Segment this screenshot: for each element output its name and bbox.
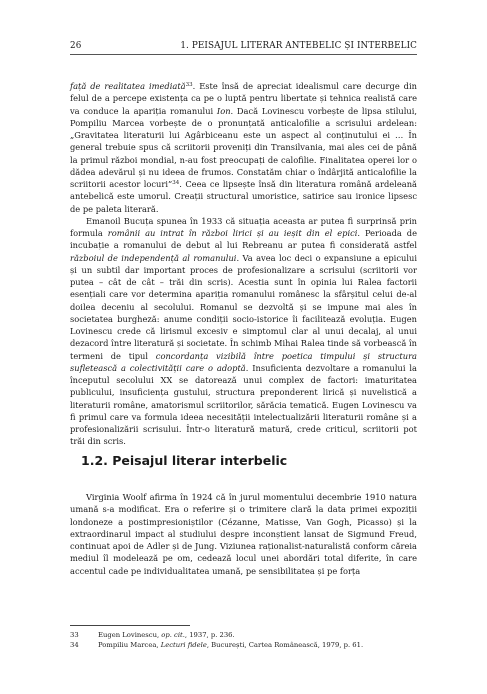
text-run: . Dacă Lovinescu vorbește de lipsa stilului, Pompiliu Marcea vorbește de o pronunțată anticalofilie a scrisului ardelean: „Gravitatea literaturii lui Agârbiceanu este un aspect al conținutului ei … În general trebuie spus că scriitorii proveniți din Transilvania, mai ales cei de până la primul război mondial, n-au fost preocupați de calofilie. Finalitatea operei lor o dădea adevărul și nu ideea de frumos. Constatăm chiar o îndârjită anticalofilie la scriitorii acestor locuri”	[70, 105, 417, 189]
footnote-divider	[70, 625, 190, 626]
footnote-text	[98, 630, 417, 640]
section-heading: 1.2. Peisajul literar interbelic	[81, 453, 288, 468]
italic-phrase: războiul de independență al romanului	[70, 252, 237, 263]
text-run: Eugen Lovinescu,	[98, 631, 162, 639]
text-run: . Perioada de incubație a romanului de debut al lui Rebreanu ar putea fi considerată astfel	[70, 228, 417, 251]
italic-phrase: op. cit.	[161, 631, 185, 639]
footnotes	[70, 630, 417, 650]
italic-phrase: concordanța vizibilă între poetica timpului și structura sufletească a colectivității care o adoptă	[70, 350, 417, 373]
italic-title: Lecturi fidele	[160, 641, 207, 649]
paragraph-2	[70, 215, 417, 448]
paragraph-1	[70, 80, 417, 215]
text-run: , București, Cartea Românească, 1979, p. 61.	[206, 641, 364, 649]
footnote-33	[70, 630, 417, 640]
text-run: . Ceea ce lipsește însă din literatura română ardeleană antebelică este umorul. Creații structural umoristice, satirice sau ironice lipsesc de pe paleta literară.	[70, 179, 417, 214]
footnote-text	[98, 640, 417, 650]
body-text	[70, 80, 417, 448]
italic-phrase: față de realitatea imediată	[70, 81, 186, 91]
footnote-34	[70, 640, 417, 650]
body-text-section	[70, 491, 417, 577]
running-header	[70, 41, 417, 55]
footnote-number: 34	[70, 641, 79, 649]
footnote-ref-34[interactable]: 34	[172, 180, 180, 186]
text-run: , 1937, p. 236.	[184, 631, 235, 639]
italic-phrase: românii au intrat în război lirici și au ieșit din el epici	[107, 228, 358, 238]
chapter-title: 1. PEISAJUL LITERAR ANTEBELIC ȘI INTERBELIC	[180, 41, 417, 51]
italic-title: Ion	[216, 105, 231, 116]
text-run: . Insuficienta dezvoltare a romanului la începutul secolului XX se datorează unui complex de factori: imaturitatea publicului, insuficiența gustului, structura preponderent lirică și nuvelistică a literaturii române, amatorismul scriitorilor, sărăcia tematică. Eugen Lovinescu va fi primul care va formula ideea necesității intelectualizării literaturii române și a profesionalizării scrisului. Într-o literatură matură, crede criticul, scriitorii pot trăi din scris.	[70, 362, 417, 447]
text-run: . Este însă de apreciat idealismul care decurge din felul de a percepe existența ca pe o luptă pentru libertate și tehnica realistă care va conduce la apariția romanului	[70, 81, 417, 116]
text-run: . Va avea loc deci o expansiune a epicului și un subtil dar important proces de profesionalizare a scrisului (scriitorii vor putea – cât de cât – trăi din scris). Acestia sunt în opinia lui Ralea factorii esențiali care vor determina apariția romanului românesc la sfârșitul celui de-al doilea deceniu al secolului. Romanul se dezvoltă și se impune mai ales în societatea burgheză: anume condiții socio-istorice îi facilitează evoluția. Eugen Lovinescu crede că lirismul excesiv e simptomul clar al unui decalaj, al unui dezacord între literatură și societate. În schimb Mihai Ralea tinde să vorbească în termeni de tipul	[70, 252, 417, 361]
page-number: 26	[70, 41, 82, 51]
text-run: Pompiliu Marcea,	[98, 641, 161, 649]
text-run: Emanoil Bucuța spunea în 1933 că situația aceasta ar putea fi surprinsă prin formula	[70, 215, 417, 238]
footnote-number: 33	[70, 631, 79, 639]
footnote-ref-33[interactable]: 33	[185, 82, 193, 88]
paragraph-3: Virginia Woolf afirma în 1924 că în jurul momentului decembrie 1910 natura umană s-a modificat. Era o referire și o trimitere clară la data primei expoziții londoneze a postimpresioniștilor (Cézanne, Matisse, Van Gogh, Picasso) și la extraordinarul impact al studiului despre inconștient lansat de Sigmund Freud, continuat apoi de Adler și de Jung. Viziunea raționalist-naturalistă conform căreia mediul îl modelează pe om, cedează locul unei abordări total diferite, în care accentul cade pe individualitatea umană, pe sensibilitatea și pe forța	[70, 492, 417, 576]
